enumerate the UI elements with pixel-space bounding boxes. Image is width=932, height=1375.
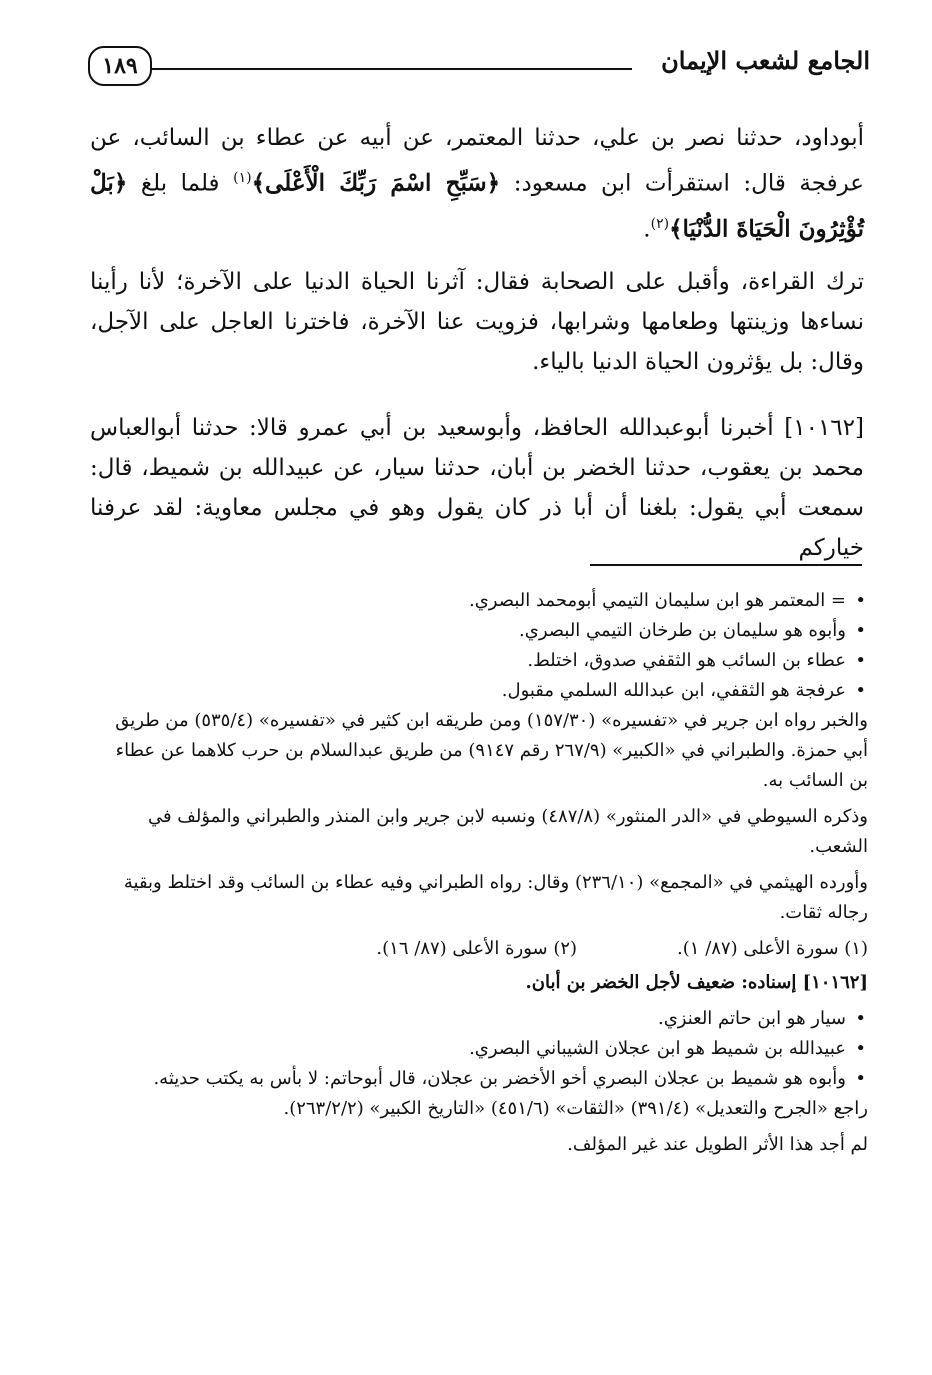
quran-verse-2: ﴿بَلْ تُؤْثِرُونَ الْحَيَاةَ الدُّنْيَا﴾ bbox=[90, 169, 864, 243]
p2-text: ترك القراءة، وأقبل على الصحابة فقال: آثرنا الحياة الدنيا على الآخرة؛ لأنا رأينا نساءها وزينتها وطعامها وشرابها، فزويت عنا الآخرة، فاخترنا العاجل على الآجل، وقال: بل يؤثرون الحياة الدنيا بالياء. bbox=[90, 269, 864, 375]
main-paragraph-2 bbox=[90, 262, 864, 382]
list-item: • وأبوه هو سليمان بن طرخان التيمي البصري. bbox=[96, 616, 868, 646]
p1-text-a: أبوداود، حدثنا نصر بن علي، حدثنا المعتمر، عن أبيه عن عطاء بن السائب، عن عرفجة قال: استقرأت ابن مسعود: bbox=[90, 125, 864, 197]
list-item: • وأبوه هو شميط بن عجلان البصري أخو الأخضر بن عجلان، قال أبوحاتم: لا بأس به يكتب حديثه. bbox=[96, 1064, 868, 1094]
main-paragraph-1 bbox=[90, 118, 864, 249]
header-rule bbox=[152, 68, 632, 70]
footnote-2: (٢) سورة الأعلى (٨٧/ ١٦). bbox=[376, 938, 578, 959]
narrators-list-2 bbox=[96, 1004, 868, 1094]
p3-text: [١٠١٦٢] أخبرنا أبوعبدالله الحافظ، وأبوسعيد بن أبي عمرو قالا: حدثنا أبوالعباس محمد بن يعقوب، حدثنا الخضر بن أبان، حدثنا سيار، عن عبيدالله بن شميط، قال: سمعت أبي يقول: بلغنا أن أبا ذر كان يقول وهو في مجلس معاوية: لقد عرفنا خياركم bbox=[90, 415, 864, 561]
list-item: • عطاء بن السائب هو الثقفي صدوق، اختلط. bbox=[96, 646, 868, 676]
page-header bbox=[88, 40, 870, 96]
page-number: ١٨٩ bbox=[88, 46, 152, 86]
note-para-3: وأورده الهيثمي في «المجمع» (٢٣٦/١٠) وقال: رواه الطبراني وفيه عطاء بن السائب وقد اختلط وبقية رجاله ثقات. bbox=[123, 872, 868, 923]
list-item: • = المعتمر هو ابن سليمان التيمي أبومحمد البصري. bbox=[96, 586, 868, 616]
footnote-separator bbox=[590, 564, 862, 566]
footnote-ref-2[interactable]: (٢) bbox=[650, 215, 670, 232]
isnad-note: [١٠١٦٢] إسناده: ضعيف لأجل الخضر بن أبان. bbox=[525, 972, 868, 993]
notes-section bbox=[96, 586, 868, 1166]
note-para-1: والخبر رواه ابن جرير في «تفسيره» (١٥٧/٣٠) ومن طريقه ابن كثير في «تفسيره» (٥٣٥/٤) من طريق أبي حمزة. والطبراني في «الكبير» (٢٦٧/٩ رقم ٩١٤٧) من طريق عبدالسلام بن حرب كلاهما عن عطاء بن السائب به. bbox=[115, 710, 868, 791]
quran-verse-1: ﴿سَبِّحِ اسْمَ رَبِّكَ الْأَعْلَى﴾ bbox=[251, 169, 501, 197]
list-item: • سيار هو ابن حاتم العنزي. bbox=[96, 1004, 868, 1034]
footnotes-row bbox=[96, 934, 868, 964]
list-item: • عبيدالله بن شميط هو ابن عجلان الشيباني البصري. bbox=[96, 1034, 868, 1064]
note-para-5: لم أجد هذا الأثر الطويل عند غير المؤلف. bbox=[567, 1134, 868, 1155]
note-para-2: وذكره السيوطي في «الدر المنثور» (٤٨٧/٨) ونسبه لابن جرير وابن المنذر والطبراني والمؤلف في الشعب. bbox=[147, 806, 868, 857]
main-paragraph-3 bbox=[90, 408, 864, 568]
p1-end: . bbox=[643, 216, 651, 243]
narrators-list-1 bbox=[96, 586, 868, 706]
note-para-4: راجع «الجرح والتعديل» (٣٩١/٤) «الثقات» (٤٥١/٦) «التاريخ الكبير» (٢٦٣/٢/٢). bbox=[283, 1098, 868, 1119]
list-item: • عرفجة هو الثقفي، ابن عبدالله السلمي مقبول. bbox=[96, 676, 868, 706]
running-title: الجامع لشعب الإيمان bbox=[661, 46, 870, 75]
p1-text-b: فلما بلغ bbox=[127, 170, 234, 197]
footnote-1: (١) سورة الأعلى (٨٧/ ١). bbox=[677, 938, 868, 959]
footnote-ref-1[interactable]: (١) bbox=[233, 170, 252, 186]
